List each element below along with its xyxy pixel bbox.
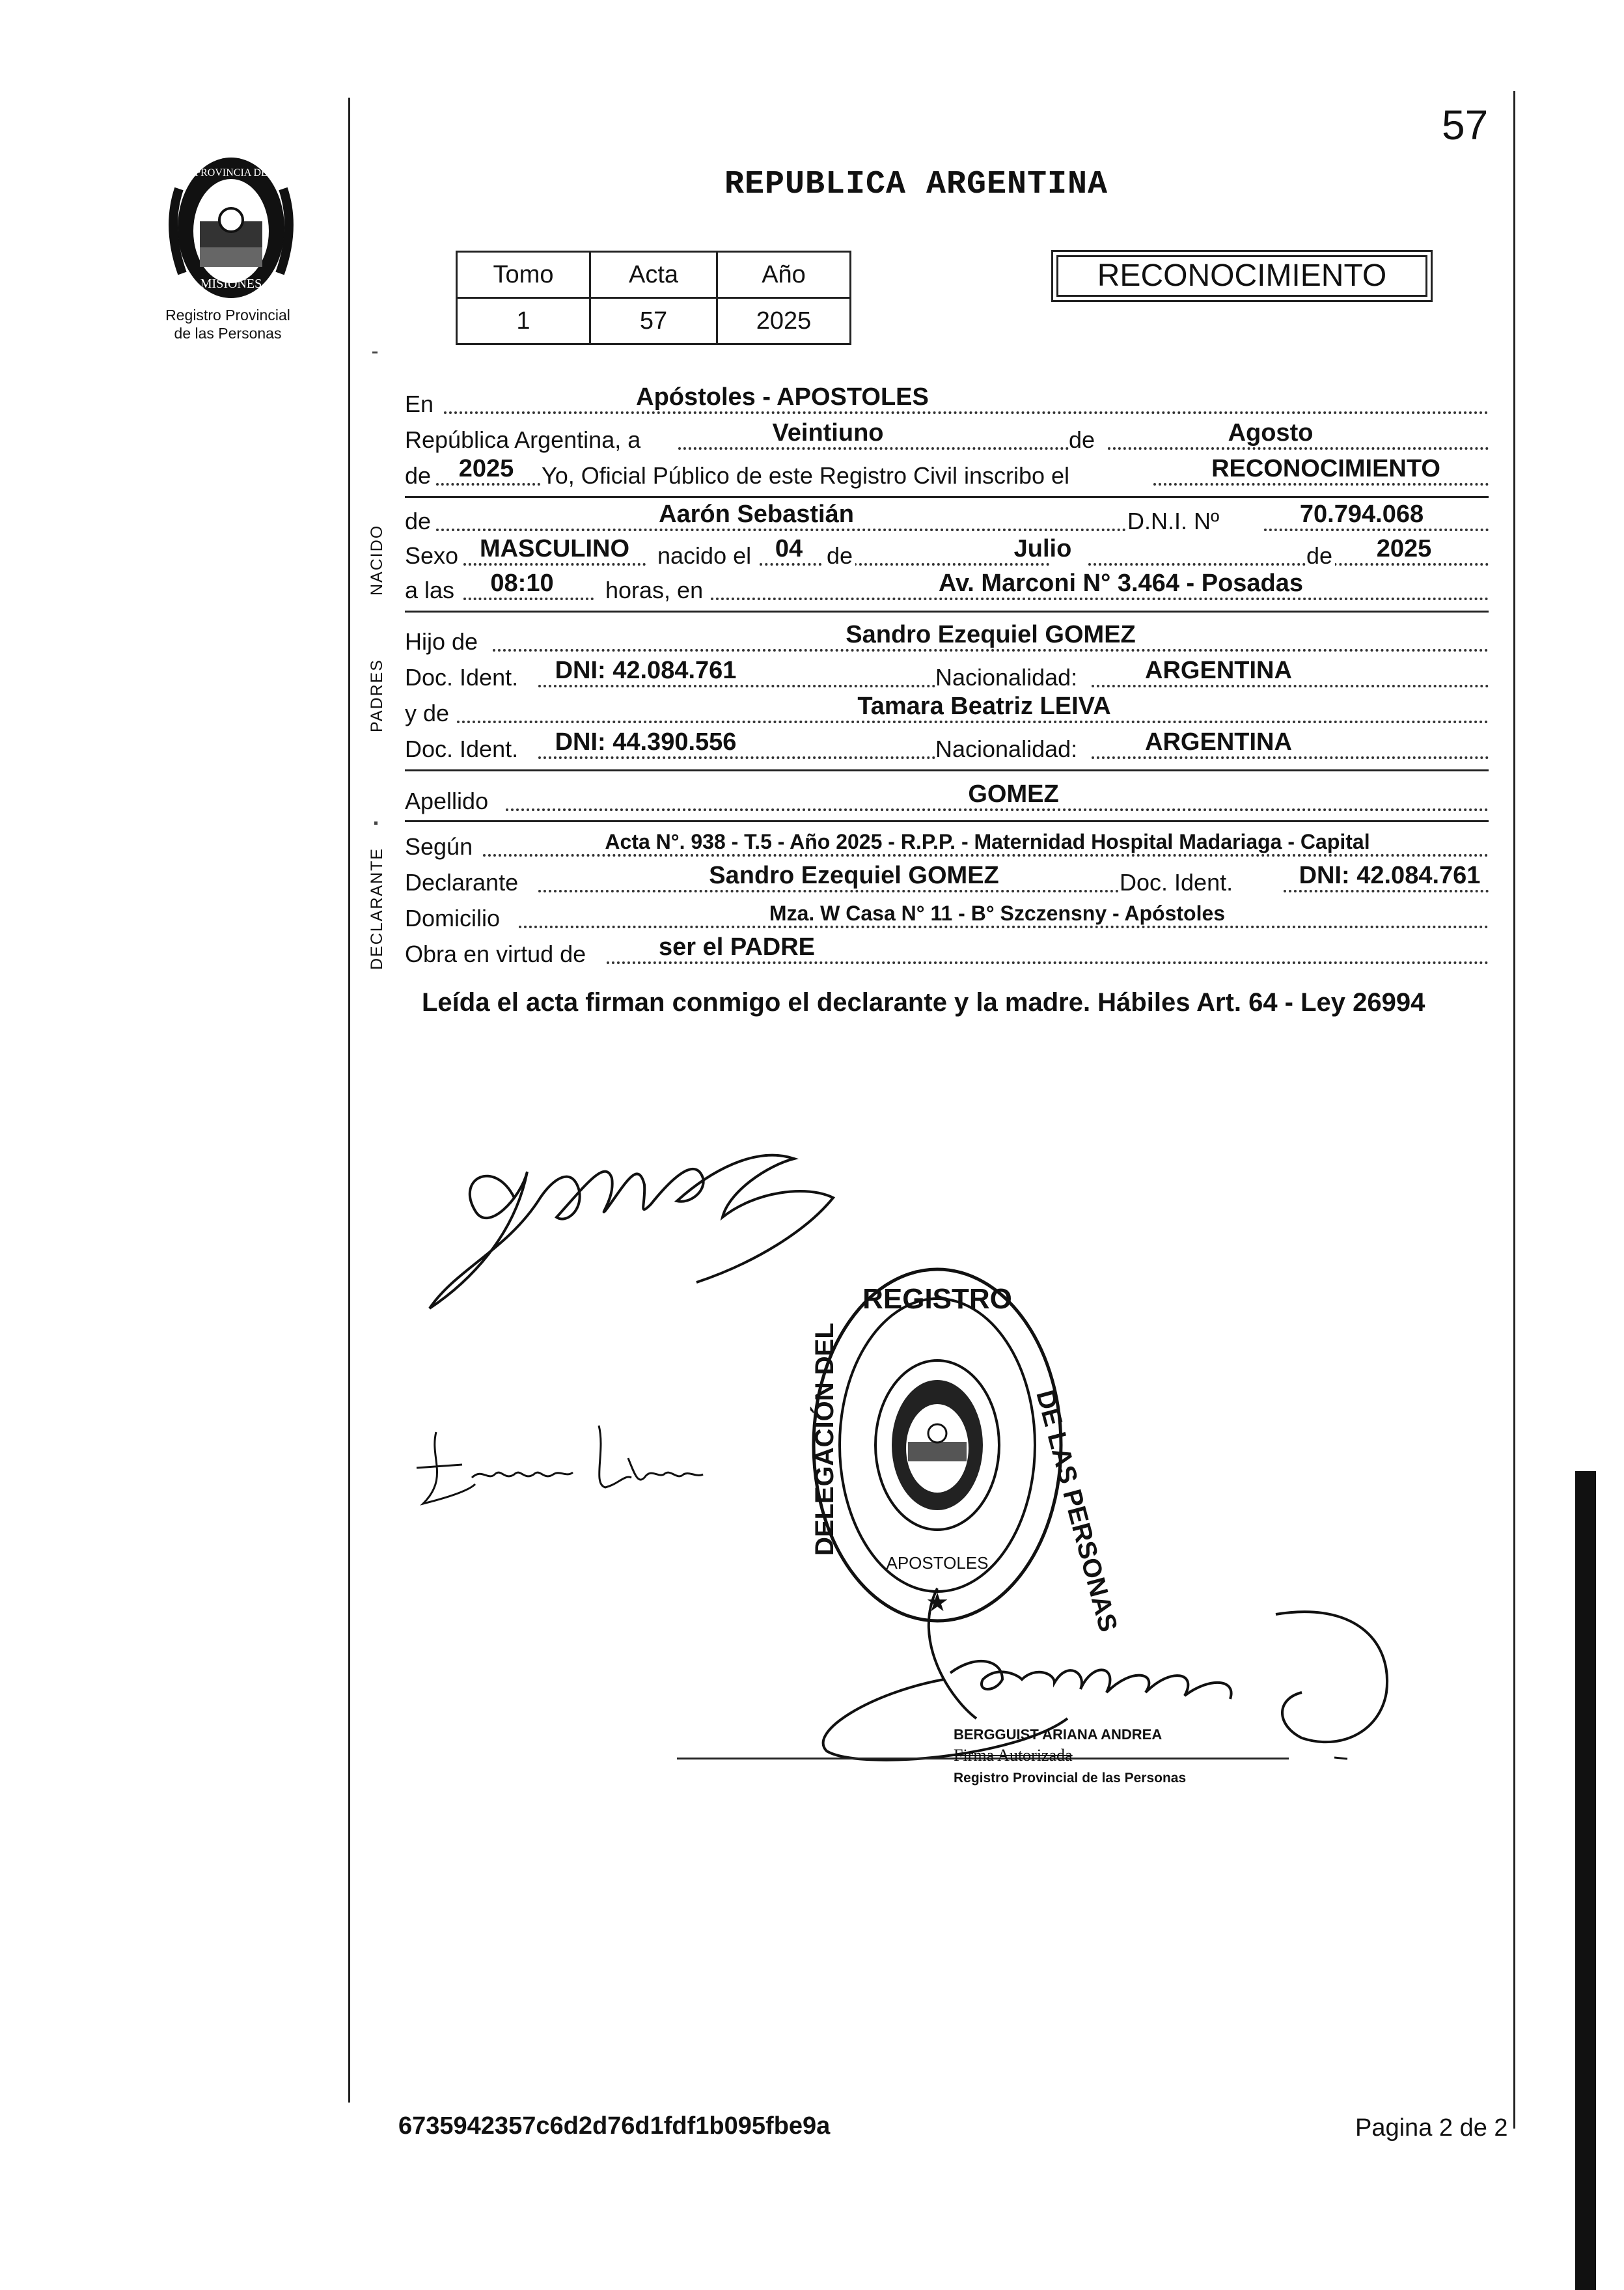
dotted-line bbox=[678, 447, 1069, 450]
mes-value: Agosto bbox=[1228, 419, 1314, 447]
act-type-box: RECONOCIMIENTO bbox=[1051, 250, 1433, 302]
obra-label: Obra en virtud de bbox=[405, 941, 588, 968]
footer-page-indicator: Pagina 2 de 2 bbox=[1355, 2114, 1508, 2142]
nacido-de-label: de bbox=[827, 542, 855, 570]
hijo-label: Hijo de bbox=[405, 628, 480, 655]
sexo-label: Sexo bbox=[405, 542, 461, 570]
dotted-line bbox=[436, 483, 540, 486]
dotted-line bbox=[760, 563, 821, 566]
row-nombre bbox=[405, 501, 1489, 539]
row-domicilio bbox=[405, 898, 1489, 936]
side-label-nacido: NACIDO bbox=[368, 524, 386, 596]
sexo-value: MASCULINO bbox=[479, 535, 630, 562]
page-number: 57 bbox=[1442, 102, 1489, 148]
dotted-line bbox=[1264, 529, 1489, 531]
nombre-value: Aarón Sebastián bbox=[659, 501, 854, 528]
right-margin-rule bbox=[1513, 91, 1515, 2129]
row-declarante bbox=[405, 862, 1489, 900]
row-madre bbox=[405, 693, 1489, 731]
row-padre bbox=[405, 622, 1489, 659]
dotted-line bbox=[519, 926, 1489, 928]
row-oficial bbox=[405, 456, 1489, 493]
y-de-label: y de bbox=[405, 700, 452, 727]
row-madre-doc bbox=[405, 729, 1489, 767]
value-tomo: 1 bbox=[457, 298, 590, 344]
apellido-value: GOMEZ bbox=[968, 780, 1059, 808]
value-acta: 57 bbox=[590, 298, 717, 344]
row-hora bbox=[405, 570, 1489, 608]
signer-org: Registro Provincial de las Personas bbox=[954, 1771, 1187, 1786]
dotted-line bbox=[1092, 685, 1489, 687]
dotted-line bbox=[1088, 563, 1489, 566]
segun-label: Según bbox=[405, 833, 475, 861]
header-tomo: Tomo bbox=[457, 252, 590, 298]
declarante-label: Declarante bbox=[405, 869, 521, 896]
left-margin-rule bbox=[348, 98, 350, 2103]
domicilio-label: Domicilio bbox=[405, 905, 502, 932]
hora-label: a las bbox=[405, 577, 457, 604]
closing-note: Leída el acta firman conmigo el declarante y la madre. Hábiles Art. 64 - Ley 26994 bbox=[422, 988, 1425, 1017]
section-separator bbox=[405, 769, 1489, 771]
dotted-line bbox=[506, 808, 1489, 811]
padre-doc-value: DNI: 42.084.761 bbox=[555, 657, 737, 684]
dotted-line bbox=[1153, 483, 1489, 486]
signer-name: BERGGUIST ARIANA ANDREA bbox=[954, 1726, 1163, 1743]
side-tick bbox=[372, 352, 378, 353]
dotted-line bbox=[538, 756, 935, 759]
value-anio: 2025 bbox=[717, 298, 851, 344]
dia-value: Veintiuno bbox=[772, 419, 884, 447]
padre-value: Sandro Ezequiel GOMEZ bbox=[846, 621, 1136, 648]
seal-text-left: DELEGACIÓN DEL bbox=[810, 1323, 839, 1556]
declarante-doc-label: Doc. Ident. bbox=[1120, 869, 1235, 896]
seal-text-bottom: APOSTOLES bbox=[886, 1553, 989, 1573]
dotted-line bbox=[538, 890, 1124, 892]
declarante-value: Sandro Ezequiel GOMEZ bbox=[709, 862, 999, 889]
signer-role: Firma Autorizada bbox=[954, 1746, 1073, 1765]
record-table-header bbox=[457, 252, 851, 298]
section-separator bbox=[405, 820, 1489, 822]
nacido-mes-value: Julio bbox=[1013, 535, 1072, 562]
obra-value: ser el PADRE bbox=[658, 933, 816, 961]
logo-caption-line-1: Registro Provincial bbox=[165, 307, 290, 324]
header-acta: Acta bbox=[590, 252, 717, 298]
logo-text-bottom: MISIONES bbox=[200, 277, 262, 291]
row-segun bbox=[405, 827, 1489, 864]
nombre-label: de bbox=[405, 508, 434, 535]
madre-nac-value: ARGENTINA bbox=[1145, 728, 1292, 756]
apellido-label: Apellido bbox=[405, 788, 491, 815]
row-en bbox=[405, 384, 1489, 422]
lugar-value: Av. Marconi N° 3.464 - Posadas bbox=[938, 570, 1304, 597]
madre-value: Tamara Beatriz LEIVA bbox=[857, 693, 1111, 720]
record-table-row bbox=[457, 298, 851, 344]
padre-doc-label: Doc. Ident. bbox=[405, 664, 521, 691]
madre-doc-value: DNI: 44.390.556 bbox=[555, 728, 737, 756]
logo-caption bbox=[130, 306, 325, 342]
inscribo-value: RECONOCIMIENTO bbox=[1211, 455, 1440, 482]
dotted-line bbox=[463, 598, 594, 600]
dotted-line bbox=[493, 649, 1489, 652]
dotted-line bbox=[854, 563, 1049, 566]
anio-label: de bbox=[405, 462, 434, 490]
row-padre-doc bbox=[405, 657, 1489, 695]
dni-label: D.N.I. Nº bbox=[1127, 508, 1222, 535]
dotted-line bbox=[463, 563, 646, 566]
dotted-line bbox=[1108, 447, 1489, 450]
logo-caption-line-2: de las Personas bbox=[174, 325, 282, 342]
row-apellido bbox=[405, 781, 1489, 819]
seal-text-top: REGISTRO bbox=[862, 1283, 1012, 1315]
dotted-line bbox=[538, 685, 935, 687]
dotted-line bbox=[457, 721, 1489, 723]
domicilio-value: Mza. W Casa N° 11 - B° Szczensny - Apóstoles bbox=[769, 902, 1226, 925]
seal-star: ★ bbox=[926, 1588, 949, 1617]
nacido-anio-value: 2025 bbox=[1376, 535, 1432, 562]
hora-value: 08:10 bbox=[490, 570, 554, 597]
oficial-text: Yo, Oficial Público de este Registro Civil inscribo el bbox=[542, 462, 1072, 490]
en-label: En bbox=[405, 391, 436, 418]
document-title: REPUBLICA ARGENTINA bbox=[724, 166, 1108, 203]
logo-text-top: PROVINCIA DE bbox=[195, 167, 268, 178]
anio-value: 2025 bbox=[458, 455, 514, 482]
republica-label: República Argentina, a bbox=[405, 426, 643, 454]
section-separator bbox=[405, 611, 1489, 613]
section-separator bbox=[405, 496, 1489, 498]
dni-value: 70.794.068 bbox=[1299, 501, 1424, 528]
padre-nac-label: Nacionalidad: bbox=[935, 664, 1080, 691]
side-tick bbox=[374, 821, 378, 825]
record-table bbox=[456, 251, 851, 345]
madre-signature bbox=[410, 1413, 736, 1517]
nacido-de2-label: de bbox=[1306, 542, 1335, 570]
row-obra bbox=[405, 934, 1489, 972]
dotted-line bbox=[483, 854, 1489, 857]
dotted-line bbox=[607, 961, 1489, 964]
dotted-line bbox=[1284, 890, 1489, 892]
en-value: Apóstoles - APOSTOLES bbox=[636, 383, 929, 411]
dotted-line bbox=[444, 411, 1489, 414]
madre-doc-label: Doc. Ident. bbox=[405, 736, 521, 763]
padre-nac-value: ARGENTINA bbox=[1145, 657, 1292, 684]
madre-nac-label: Nacionalidad: bbox=[935, 736, 1080, 763]
dotted-line bbox=[436, 529, 1126, 531]
header-anio: Año bbox=[717, 252, 851, 298]
de-label: de bbox=[1069, 426, 1097, 454]
row-fecha bbox=[405, 420, 1489, 458]
document-hash: 6735942357c6d2d76d1fdf1b095fbe9a bbox=[398, 2112, 831, 2140]
horas-en-label: horas, en bbox=[605, 577, 706, 604]
seal-text-right: DE LAS PERSONAS bbox=[1030, 1386, 1123, 1635]
nacido-label: nacido el bbox=[657, 542, 754, 570]
nacido-dia-value: 04 bbox=[775, 535, 803, 562]
segun-value: Acta N°. 938 - T.5 - Año 2025 - R.P.P. - Maternidad Hospital Madariaga - Capital bbox=[605, 830, 1370, 853]
declarante-doc-value: DNI: 42.084.761 bbox=[1299, 862, 1481, 889]
side-label-declarante: DECLARANTE bbox=[368, 847, 386, 970]
side-label-padres: PADRES bbox=[368, 659, 386, 732]
row-sexo bbox=[405, 536, 1489, 573]
scan-edge-bar bbox=[1575, 1471, 1596, 2290]
dotted-line bbox=[711, 598, 1489, 600]
dotted-line bbox=[1092, 756, 1489, 759]
